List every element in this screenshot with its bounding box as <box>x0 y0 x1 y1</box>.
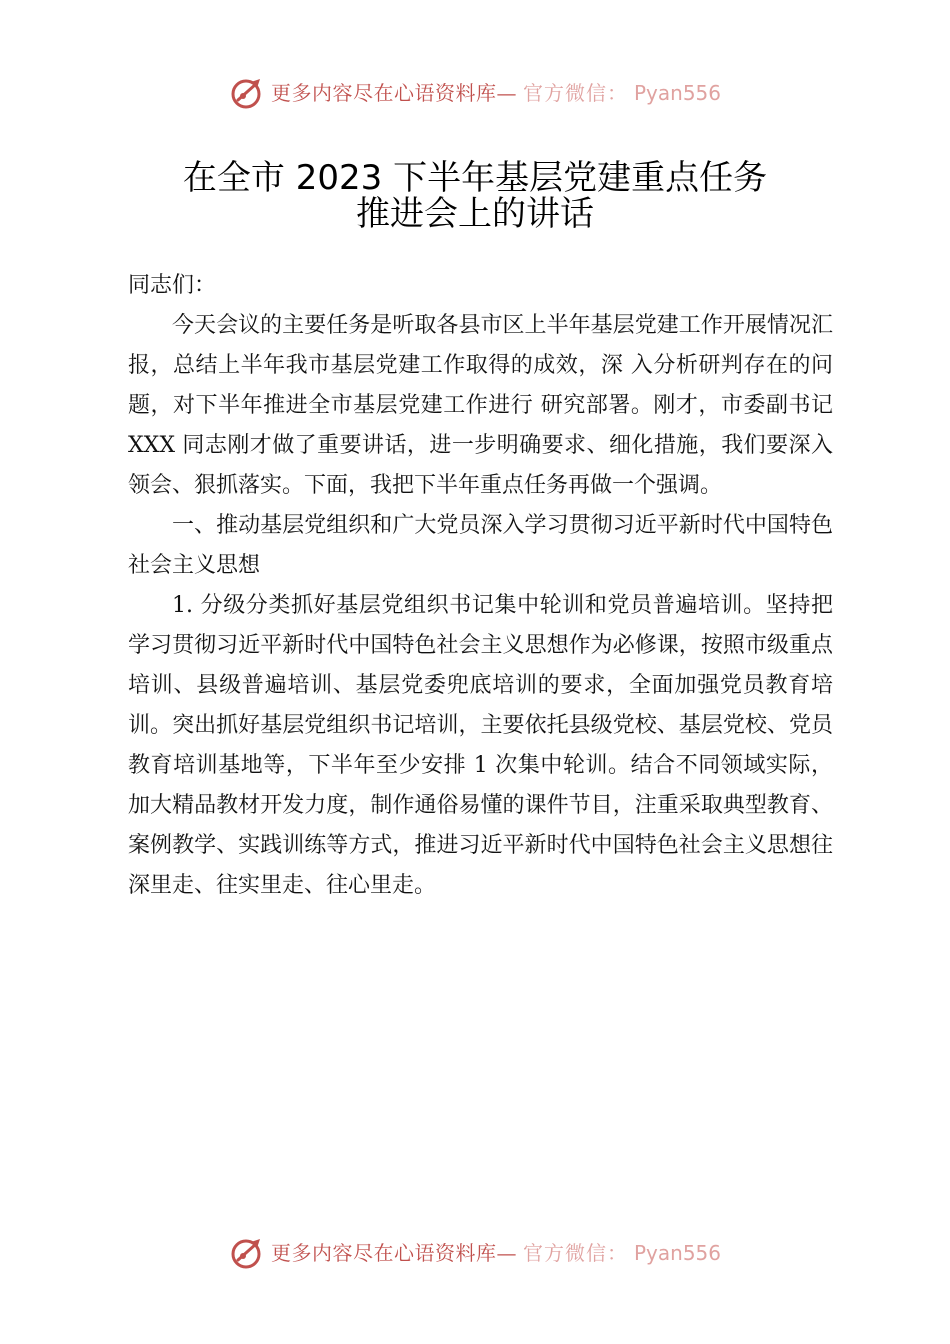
salutation: 同志们： <box>128 273 217 298</box>
header-watermark <box>0 76 950 110</box>
title-line-2: 推进会上的讲话 <box>356 194 594 234</box>
watermark-logo-icon <box>229 1236 265 1270</box>
watermark-official-label: 官方微信： <box>522 1241 628 1265</box>
section-heading-1: 一、推动基层党组织和广大党员深入学习贯彻习近平新时代中国特色社会主义思想 <box>128 513 833 578</box>
watermark-text: 更多内容尽在心语资料库— <box>270 81 517 105</box>
document-title <box>60 160 890 232</box>
paragraph-item-1: 1. 分级分类抓好基层党组织书记集中轮训和党员普遍培训。坚持把学习贯彻习近平新时代中国特色社会主义思想作为必修课，按照市级重点培训、县级普遍培训、基层党委兜底培训的要求，全面加强党员教育培训。突出抓好基层党组织书记培训，主要依托县级党校、基层党校、党员教育培训基地等，下半年至少安排 1 次集中轮训。结合不同领域实际，加大精品教材开发力度，制作通俗易懂的课件节目，注重采取典型教育、 案例教学、实践训练等方式，推进习近平新时代中国特色社会主义思想往深里走、往实里走、往心里走。 <box>128 593 833 898</box>
watermark-logo-icon <box>229 76 265 110</box>
watermark-wechat-id: Pyan556 <box>633 1241 721 1265</box>
watermark-text: 更多内容尽在心语资料库— <box>270 1241 517 1265</box>
paragraph-intro: 今天会议的主要任务是听取各县市区上半年基层党建工作开展情况汇报，总结上半年我市基层党建工作取得的成效，深 入分析研判存在的问题，对下半年推进全市基层党建工作进行 研究部署。刚才，市委副书记 XXX 同志刚才做了重要讲话，进一步明确要求、细化措施，我们要深入领会、狠抓落实。下面，我把下半年重点任务再做一个强调。 <box>128 313 833 498</box>
title-line-1: 在全市 2023 下半年基层党建重点任务 <box>182 158 768 198</box>
document-body <box>128 266 833 906</box>
watermark-wechat-id: Pyan556 <box>633 81 721 105</box>
watermark-official-label: 官方微信： <box>522 81 628 105</box>
footer-watermark <box>0 1236 950 1270</box>
